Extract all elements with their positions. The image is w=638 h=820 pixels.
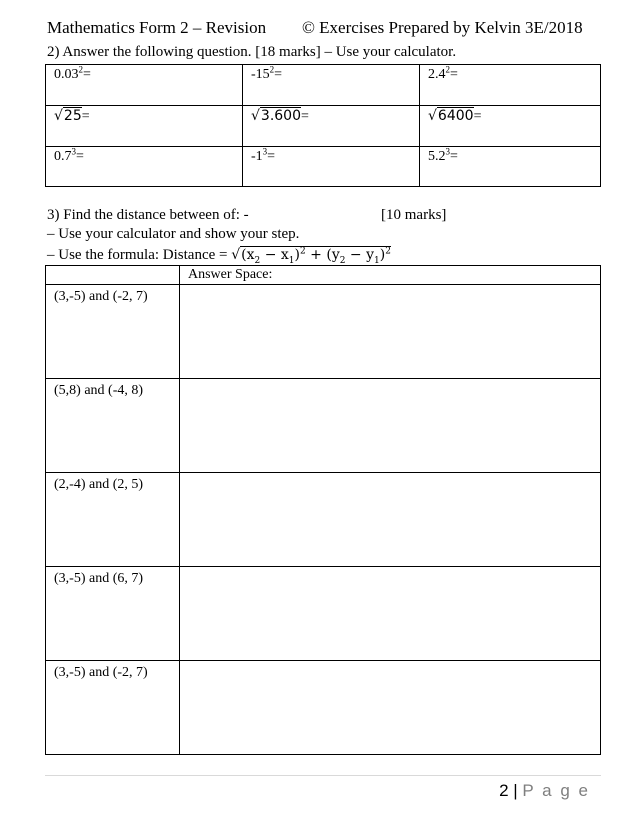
cell-cube-2: $-1^3=$ bbox=[243, 147, 420, 187]
header-credit: © Exercises Prepared by Kelvin 3E/2018 bbox=[302, 18, 583, 37]
table-row bbox=[46, 379, 601, 473]
answer-space-3[interactable] bbox=[180, 473, 601, 567]
cell-cube-3: $5.2^3=$ bbox=[420, 147, 601, 187]
page-number: 2 bbox=[499, 781, 509, 800]
cell-square-1: $0.03^2=$ bbox=[46, 65, 243, 106]
answer-space-4[interactable] bbox=[180, 567, 601, 661]
q3-marks: [10 marks] bbox=[381, 207, 447, 223]
answer-table bbox=[45, 265, 601, 755]
table-row bbox=[46, 473, 601, 567]
cell-cube-1: $0.7^3=$ bbox=[46, 147, 243, 187]
table-row bbox=[46, 661, 601, 755]
cell-sqrt-2: √3.600= bbox=[243, 106, 420, 147]
answer-space-2[interactable] bbox=[180, 379, 601, 473]
cell-sqrt-1: √25= bbox=[46, 106, 243, 147]
q3-instruction-1: – Use your calculator and show your step. bbox=[47, 226, 300, 242]
cell-sqrt-3: √6400= bbox=[420, 106, 601, 147]
footer-separator: | bbox=[513, 781, 518, 800]
q3-prompt: 3) Find the distance between of: - bbox=[47, 207, 249, 223]
cell-square-3: $2.4^2=$ bbox=[420, 65, 601, 106]
point-pair-3: (2,-4) and (2, 5) bbox=[46, 473, 180, 567]
distance-formula: $√(x_2 - x_1)^2 + (y_2 - y_1)^2$ bbox=[231, 246, 391, 266]
page-footer bbox=[499, 781, 590, 801]
page-label: P a g e bbox=[522, 781, 590, 800]
table-row bbox=[46, 567, 601, 661]
footer-divider bbox=[45, 775, 601, 776]
header-title: Mathematics Form 2 – Revision bbox=[47, 18, 267, 37]
q3-instruction-2: – Use the formula: Distance = $√(x_2 - x_1)^2 + (y_2 - y_1)^2$ bbox=[47, 246, 391, 266]
table-row bbox=[46, 285, 601, 379]
point-pair-5: (3,-5) and (-2, 7) bbox=[46, 661, 180, 755]
answer-space-5[interactable] bbox=[180, 661, 601, 755]
header-blank-cell bbox=[46, 266, 180, 285]
answer-space-header: Answer Space: bbox=[180, 266, 601, 285]
page-header bbox=[47, 18, 607, 38]
calculation-table bbox=[45, 64, 601, 187]
point-pair-2: (5,8) and (-4, 8) bbox=[46, 379, 180, 473]
q2-prompt: 2) Answer the following question. [18 marks] – Use your calculator. bbox=[47, 44, 457, 60]
point-pair-1: (3,-5) and (-2, 7) bbox=[46, 285, 180, 379]
answer-space-1[interactable] bbox=[180, 285, 601, 379]
cell-square-2: $-15^2=$ bbox=[243, 65, 420, 106]
point-pair-4: (3,-5) and (6, 7) bbox=[46, 567, 180, 661]
